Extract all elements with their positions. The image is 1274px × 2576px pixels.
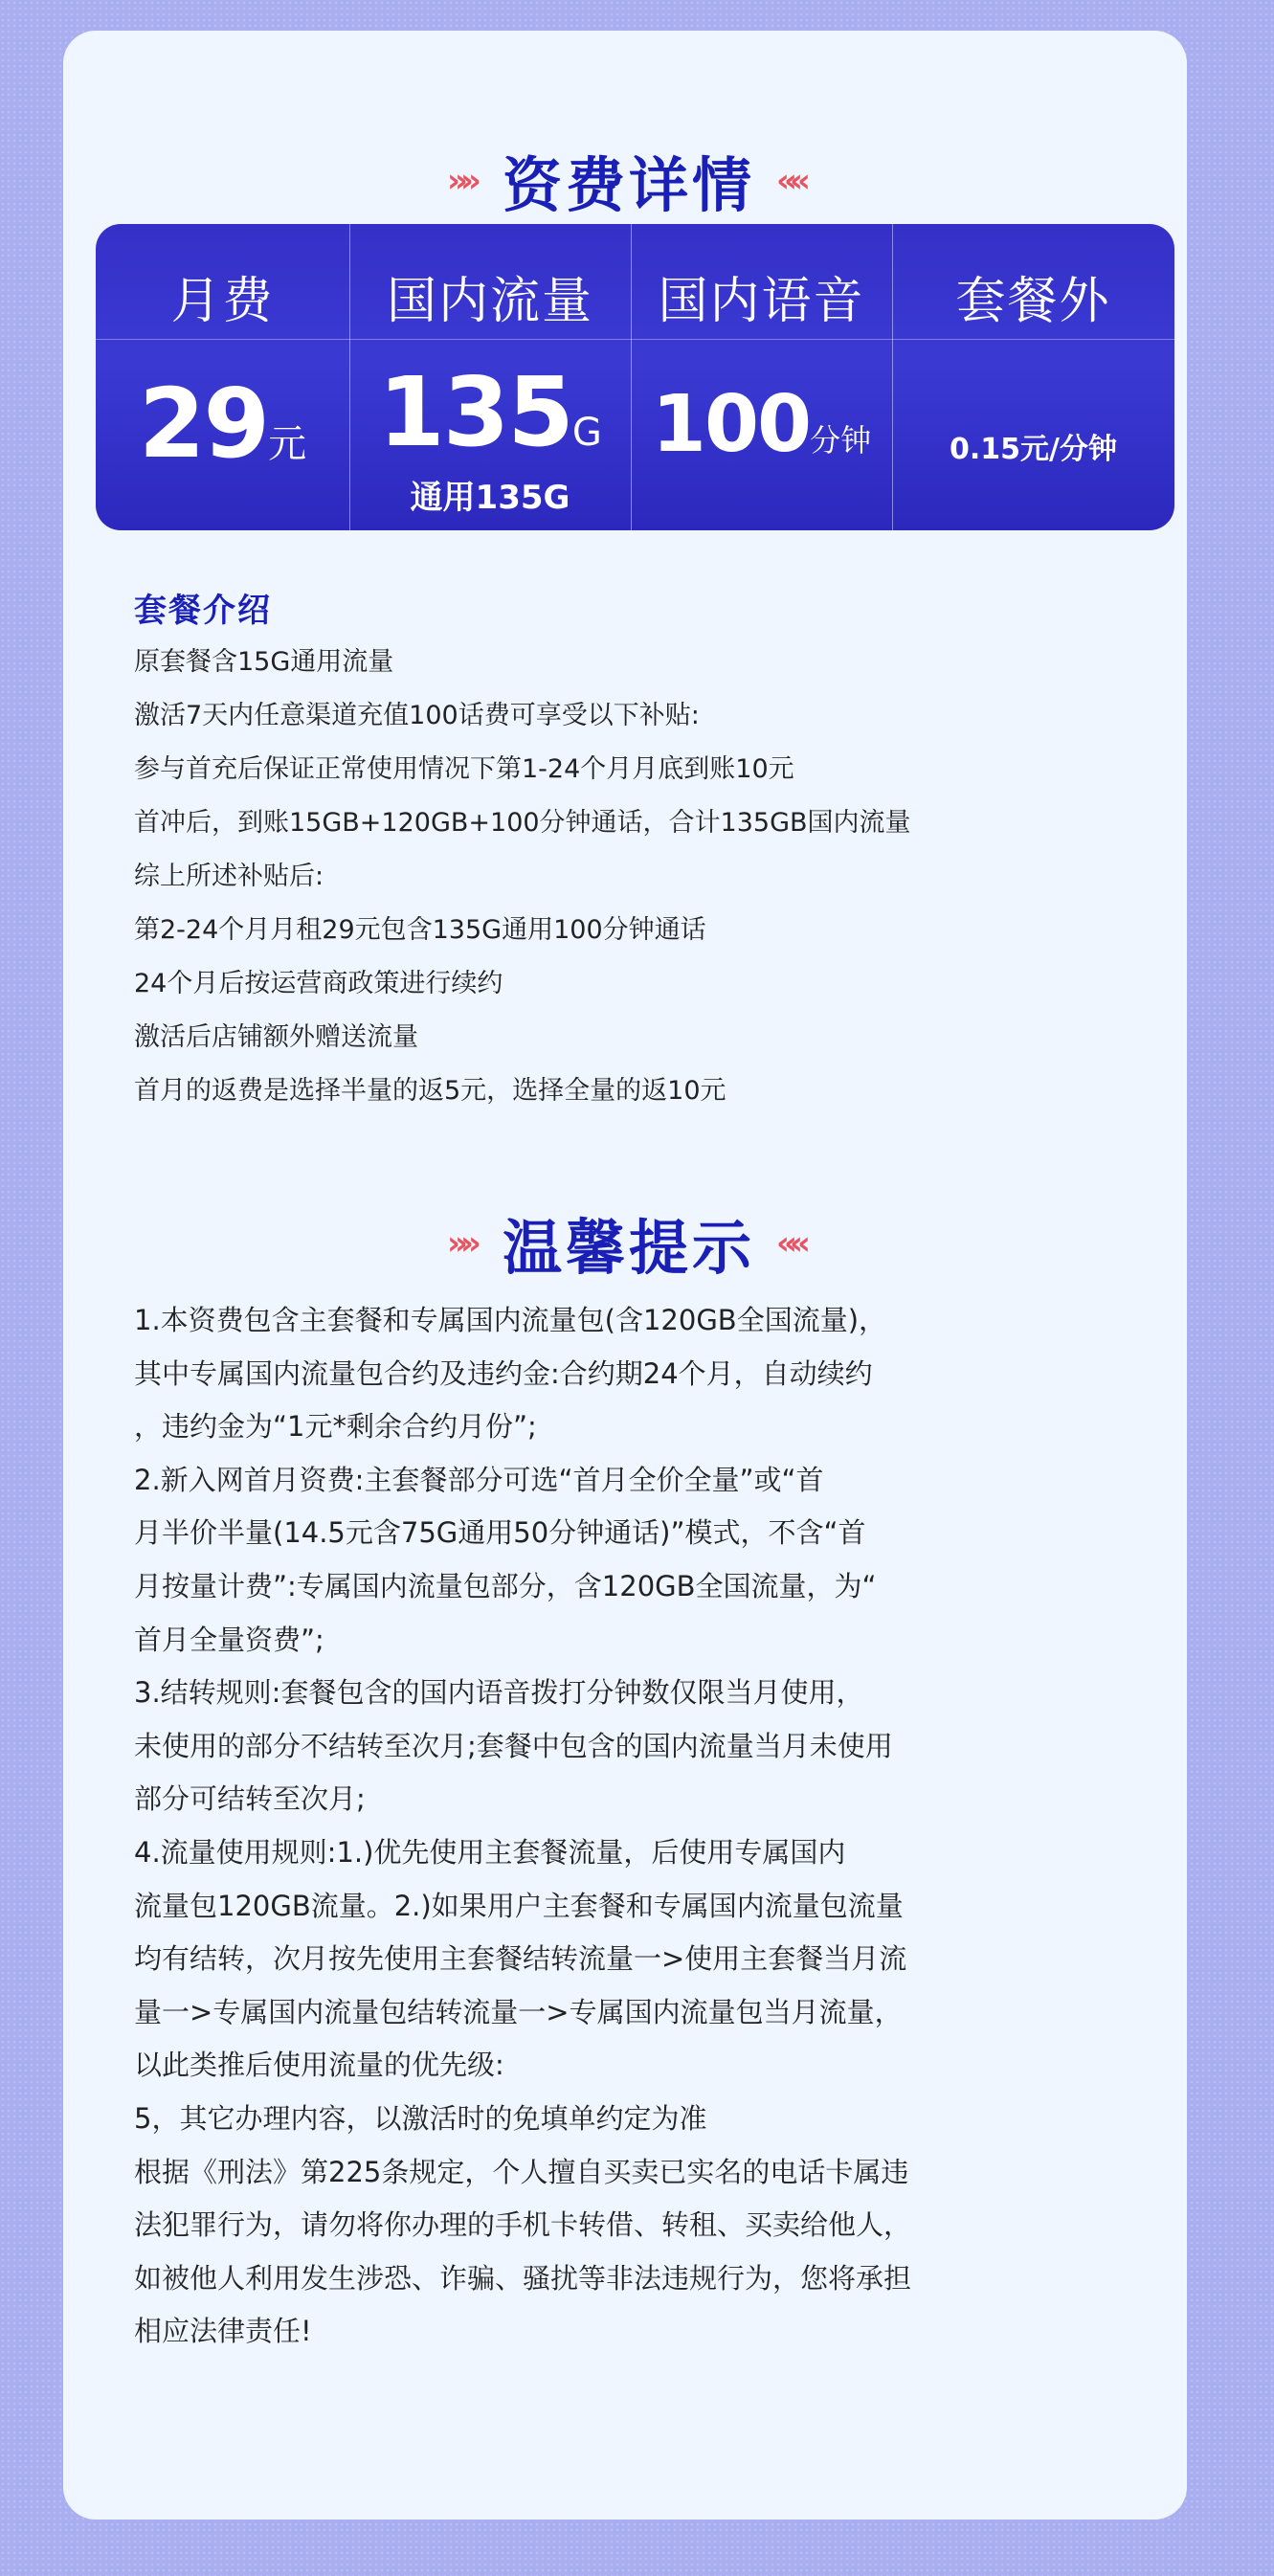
- voice-value: 100分钟: [651, 379, 872, 470]
- col-out-of-package: [892, 224, 1174, 530]
- section-title-tips: [63, 1200, 1187, 1286]
- header-out-of-package: 套餐外: [955, 273, 1111, 330]
- intro-line: 激活7天内任意渠道充值100话费可享受以下补贴:: [134, 701, 700, 730]
- data-value: 135G: [378, 356, 602, 468]
- tip-line: 流量包120GB流量。2.)如果用户主套餐和专属国内流量包流量: [134, 1889, 904, 1922]
- extra-rate: 0.15元/分钟: [950, 433, 1117, 466]
- tip-line: 根据《刑法》第225条规定，个人擅自买卖已实名的电话卡属违: [134, 2155, 909, 2188]
- title-text: 资费详情: [502, 150, 755, 220]
- tip-line: 5，其它办理内容，以激活时的免填单约定为准: [134, 2101, 707, 2135]
- title-text: 温馨提示: [502, 1213, 755, 1283]
- tip-line: 法犯罪行为，请勿将你办理的手机卡转借、转租、买卖给他人，: [134, 2208, 912, 2242]
- header-monthly-fee: 月费: [170, 273, 275, 330]
- col-domestic-voice: [631, 224, 893, 530]
- tip-line: 未使用的部分不结转至次月;套餐中包含的国内流量当月未使用: [134, 1729, 893, 1762]
- tip-line: 其中专属国内流量包合约及违约金:合约期24个月，自动续约: [134, 1356, 873, 1390]
- intro-line: 原套餐含15G通用流量: [134, 647, 394, 677]
- intro-line: 激活后店铺额外赠送流量: [134, 1022, 418, 1052]
- fee-table: [96, 224, 1174, 530]
- tip-line: 1.本资费包含主套餐和专属国内流量包(含120GB全国流量)，: [134, 1304, 887, 1336]
- tip-line: 4.流量使用规则:1.)优先使用主套餐流量，后使用专属国内: [134, 1835, 846, 1869]
- tip-line: 3.结转规则:套餐包含的国内语音拨打分钟数仅限当月使用，: [134, 1676, 864, 1710]
- tip-line: 部分可结转至次月;: [134, 1782, 366, 1816]
- monthly-fee-value: 29元: [138, 368, 307, 480]
- intro-line: 第2-24个月月租29元包含135G通用100分钟通话: [134, 915, 706, 945]
- tip-line: 以此类推后使用流量的优先级:: [134, 2049, 504, 2082]
- intro-line: 首月的返费是选择半量的返5元，选择全量的返10元: [134, 1076, 726, 1106]
- intro-line: 参与首充后保证正常使用情况下第1-24个月月底到账10元: [134, 754, 794, 784]
- intro-heading: 套餐介绍: [134, 592, 272, 630]
- intro-line: 首冲后，到账15GB+120GB+100分钟通话，合计135GB国内流量: [134, 808, 911, 838]
- intro-list: [134, 636, 1149, 1118]
- content-card: [63, 31, 1187, 2520]
- tip-line: 2.新入网首月资费:主套餐部分可选“首月全价全量”或“首: [134, 1463, 824, 1496]
- tip-line: ，违约金为“1元*剩余合约月份”;: [134, 1410, 537, 1444]
- tip-line: 如被他人利用发生涉恐、诈骗、骚扰等非法违规行为，您将承担: [134, 2261, 912, 2295]
- tip-line: 首月全量资费”;: [134, 1623, 324, 1656]
- arrows-left-icon: ««: [776, 1223, 803, 1263]
- col-domestic-data: [349, 224, 632, 530]
- arrows-right-icon: »»: [447, 161, 474, 200]
- arrows-left-icon: ««: [776, 161, 803, 200]
- tip-line: 月按量计费”:专属国内流量包部分，含120GB全国流量，为“: [134, 1569, 877, 1602]
- tip-line: 相应法律责任!: [134, 2315, 312, 2348]
- intro-line: 综上所述补贴后:: [134, 862, 324, 891]
- tip-line: 月半价半量(14.5元含75G通用50分钟通话)”模式，不含“首: [134, 1516, 866, 1550]
- section-title-fee-details: [63, 138, 1187, 223]
- intro-line: 24个月后按运营商政策进行续约: [134, 969, 503, 998]
- tip-line: 量一>专属国内流量包结转流量一>专属国内流量包当月流量，: [134, 1995, 903, 2028]
- arrows-right-icon: »»: [447, 1223, 474, 1263]
- data-subtext: 通用135G: [410, 479, 570, 517]
- tip-line: 均有结转，次月按先使用主套餐结转流量一>使用主套餐当月流: [134, 1942, 907, 1976]
- header-domestic-voice: 国内语音: [658, 273, 865, 330]
- tips-list: [134, 1294, 1149, 2359]
- col-monthly-fee: [96, 224, 350, 530]
- header-domestic-data: 国内流量: [386, 273, 593, 330]
